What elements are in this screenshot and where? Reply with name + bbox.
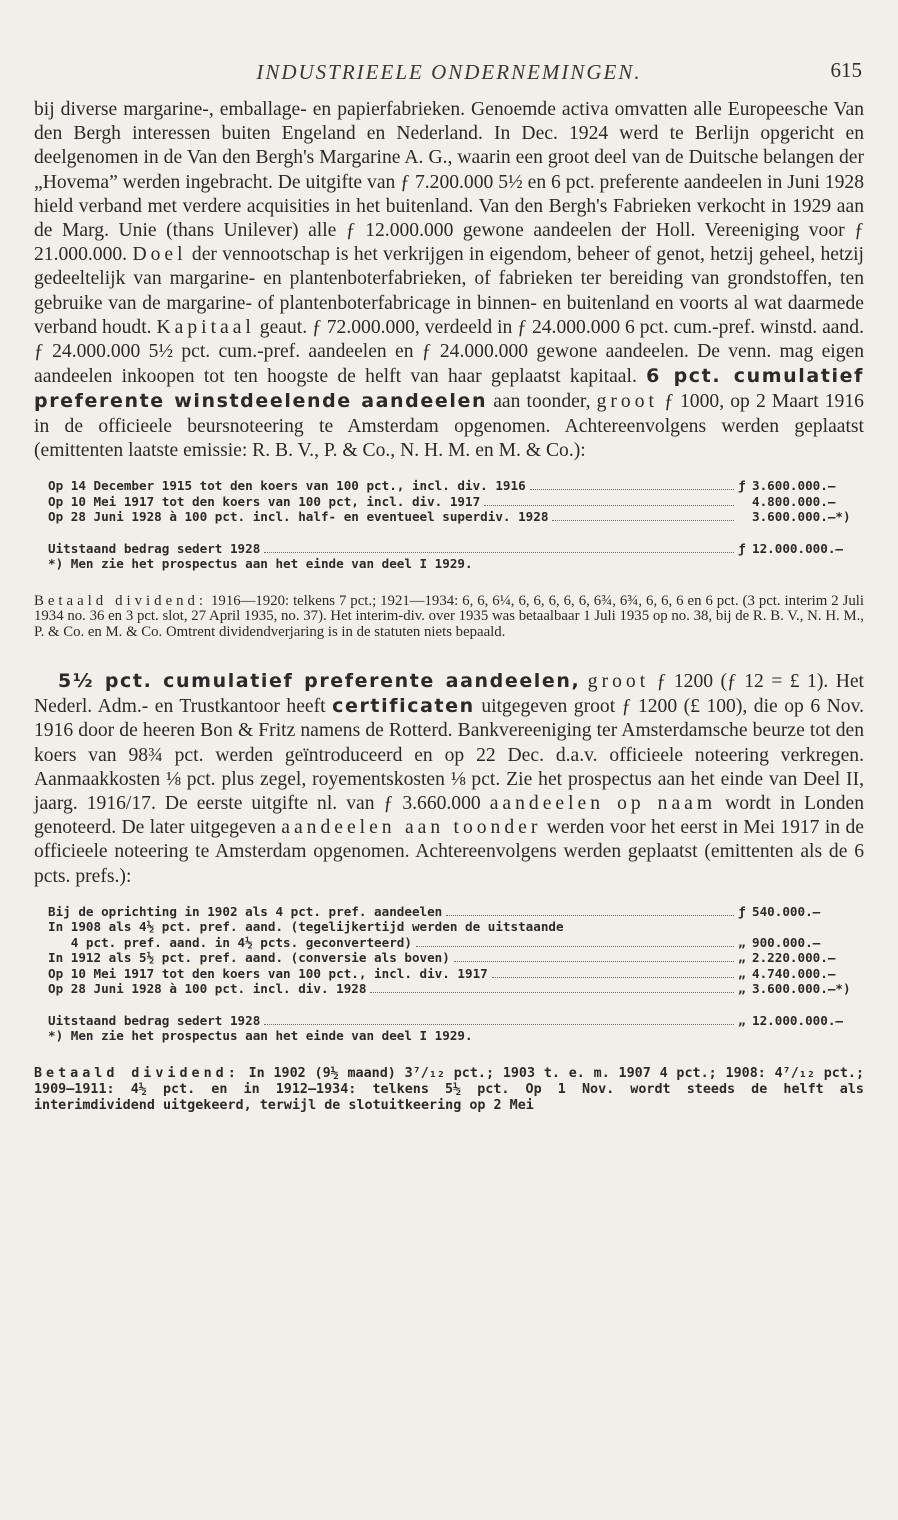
table-row: 4 pct. pref. aand. in 4½ pcts. geconverteerd) „ 900.000.— [48,934,821,950]
table-footnote: *) Men zie het prospectus aan het einde van deel I 1929. [48,1028,473,1044]
table-row: Op 10 Mei 1917 tot den koers van 100 pct, incl. div. 1917 4.800.000.— [48,493,836,509]
table-row: Op 14 December 1915 tot den koers van 100 pct., incl. div. 1916 ƒ 3.600.000.— [48,478,836,494]
dividend-text: In 1902 (9½ maand) 3⁷/₁₂ pct.; 1903 t. e. m. 1907 4 pct.; 1908: 4⁷/₁₂ pct.; 1909—1911: 4½ pct. en in 1912—1934: telkens 5½ pct. Op 1 Nov. wordt steeds de helft als interimdividend uitgekeerd, terwijl de slotuitkeering op 2 Mei [34,1065,865,1113]
intro-text-b: der vennootschap is het verkrijgen in eigendom, beheer of genot, hetzij geheel, hetzij gedeeltelijk van margarine- en plantenboterfabrieken, of fabrieken ter bereiding van grondstoffen, ten gebruike van de margarine- of plantenboterfabricage in binnen- en buitenland en voorts al wat daarmede verband houdt. [34,244,865,338]
dividend-label: Betaald dividend: [34,1065,240,1081]
section2-text-d: werden voor het eerst in Mei 1917 in de officieele noteering te Amsterdam opgenomen. Achtereenvolgens werden geplaatst (emittenten als de 6 pcts. prefs.): [34,817,864,887]
certificaten-label: certificaten [332,695,475,718]
intro-paragraph [34,98,864,463]
groot-label: groot [596,391,658,413]
issue-table-6pct [34,478,864,572]
page-number: 615 [830,58,862,82]
intro-text-d: aan toonder, [493,391,591,413]
heading-5half-shares: 5½ pct. cumulatief preferente aandeelen, [58,669,581,692]
table-row: Bij de oprichting in 1902 als 4 pct. pref. aandeelen ƒ 540.000.— [48,903,821,919]
dividend-paragraph-5half [34,1066,864,1114]
groot-label: groot [587,670,650,692]
issue-table-5half [34,904,864,1044]
dividend-paragraph-6pct [34,594,864,641]
spaced-aandeelen-op-naam: aandeelen op naam [489,792,717,814]
kapitaal-label: Kapitaal [156,316,255,338]
table-total-row: Uitstaand bedrag sedert 1928 „ 12.000.000.— [48,1012,843,1028]
table-footnote: *) Men zie het prospectus aan het einde van deel I 1929. [48,556,473,572]
section2-text-a: ƒ 1200 (ƒ 12 = £ 1). Het Nederl. Adm.- en Trustkantoor heeft [34,670,864,718]
dividend-text: 1916—1920: telkens 7 pct.; 1921—1934: 6, 6, 6¼, 6, 6, 6, 6, 6, 6¾, 6¾, 6, 6, 6 en 6 pct. (3 pct. interim 2 Juli 1934 no. 36 en 3 pct. slot, 27 April 1935, no. 37). Het interim-div. over 1935 was betaalbaar 1 Juli 1935 op no. 38, bij de R. B. V., N. H. M., P. & Co. en M. & Co. Omtrent dividendverjaring is in de statuten niets bepaald. [34,592,864,641]
dividend-label: Betaald dividend: [34,592,208,609]
intro-text-c: geaut. ƒ 72.000.000, verdeeld in ƒ 24.000.000 6 pct. cum.-pref. winstd. aand. ƒ 24.000.000 5½ pct. cum.-pref. aandeelen en ƒ 24.000.000 gewone aandeelen. De venn. mag eigen aandeelen inkoopen tot ten hoogste de helft van haar geplaatst kapitaal. [34,316,864,388]
section-5half-paragraph [34,669,864,889]
intro-text-a: bij diverse margarine-, emballage- en papierfabrieken. Genoemde activa omvatten alle Europeesche Van den Bergh interessen buiten Engeland en Nederland. In Dec. 1924 werd te Berlijn opgericht en deelgenomen in de Van den Bergh's Margarine A. G., waarin een groot deel van de Duitsche belangen der „Hovema” werden ingebracht. De uitgifte van ƒ 7.200.000 5½ en 6 pct. preferente aandeelen in Juni 1928 hield verband met verdere acquisities in het buitenland. Van den Bergh's Fabrieken verkocht in 1929 aan de Marg. Unie (thans Unilever) alle ƒ 12.000.000 gewone aandeelen der Holl. Vereeniging voor ƒ 21.000.000. [34,99,864,266]
table-row: Op 10 Mei 1917 tot den koers van 100 pct., incl. div. 1917 „ 4.740.000.— [48,965,836,981]
heading-6pct-shares: 6 pct. cumulatief preferente winstdeelende aandeelen [34,365,864,413]
spaced-aandeelen-aan-toonder: aandeelen aan toonder [281,817,542,839]
section2-text-b: uitgegeven groot ƒ 1200 (£ 100), die op 6 Nov. 1916 door de heeren Bon & Fritz namens de Rotterd. Bankvereeniging ter Amsterdamsche beurze tot den koers van 98¾ pct. werden geïntroduceerd en op 22 Dec. d.a.v. officieele noteering verkregen. Aanmaakkosten ⅛ pct. plus zegel, royementskosten ⅛ pct. Zie het prospectus aan het einde van Deel II, jaarg. 1916/17. De eerste uitgifte nl. van ƒ 3.660.000 [34,696,865,814]
running-title: INDUSTRIEELE ONDERNEMINGEN. [256,60,642,84]
section2-text-c: wordt in Londen genoteerd. De later uitgegeven [34,792,865,839]
intro-text-e: ƒ 1000, op 2 Maart 1916 in de officieele beursnoteering te Amsterdam opgenomen. Achtereenvolgens werden geplaatst (emittenten laatste emissie: R. B. V., P. & Co., N. H. M. en M. & Co.): [34,391,864,461]
table-row: In 1912 als 5½ pct. pref. aand. (conversie als boven) „ 2.220.000.— [48,950,836,966]
page-header [34,58,864,98]
table-row: Op 28 Juni 1928 à 100 pct. incl. half- en eventueel superdiv. 1928 3.600.000.—*) [48,509,851,525]
table-row: Op 28 Juni 1928 à 100 pct. incl. div. 1928 „ 3.600.000.—*) [48,981,851,997]
table-total-row: Uitstaand bedrag sedert 1928 ƒ 12.000.000.— [48,540,843,556]
doel-label: Doel [132,244,187,266]
table-row: In 1908 als 4½ pct. pref. aand. (tegelijkertijd werden de uitstaande [48,919,564,935]
